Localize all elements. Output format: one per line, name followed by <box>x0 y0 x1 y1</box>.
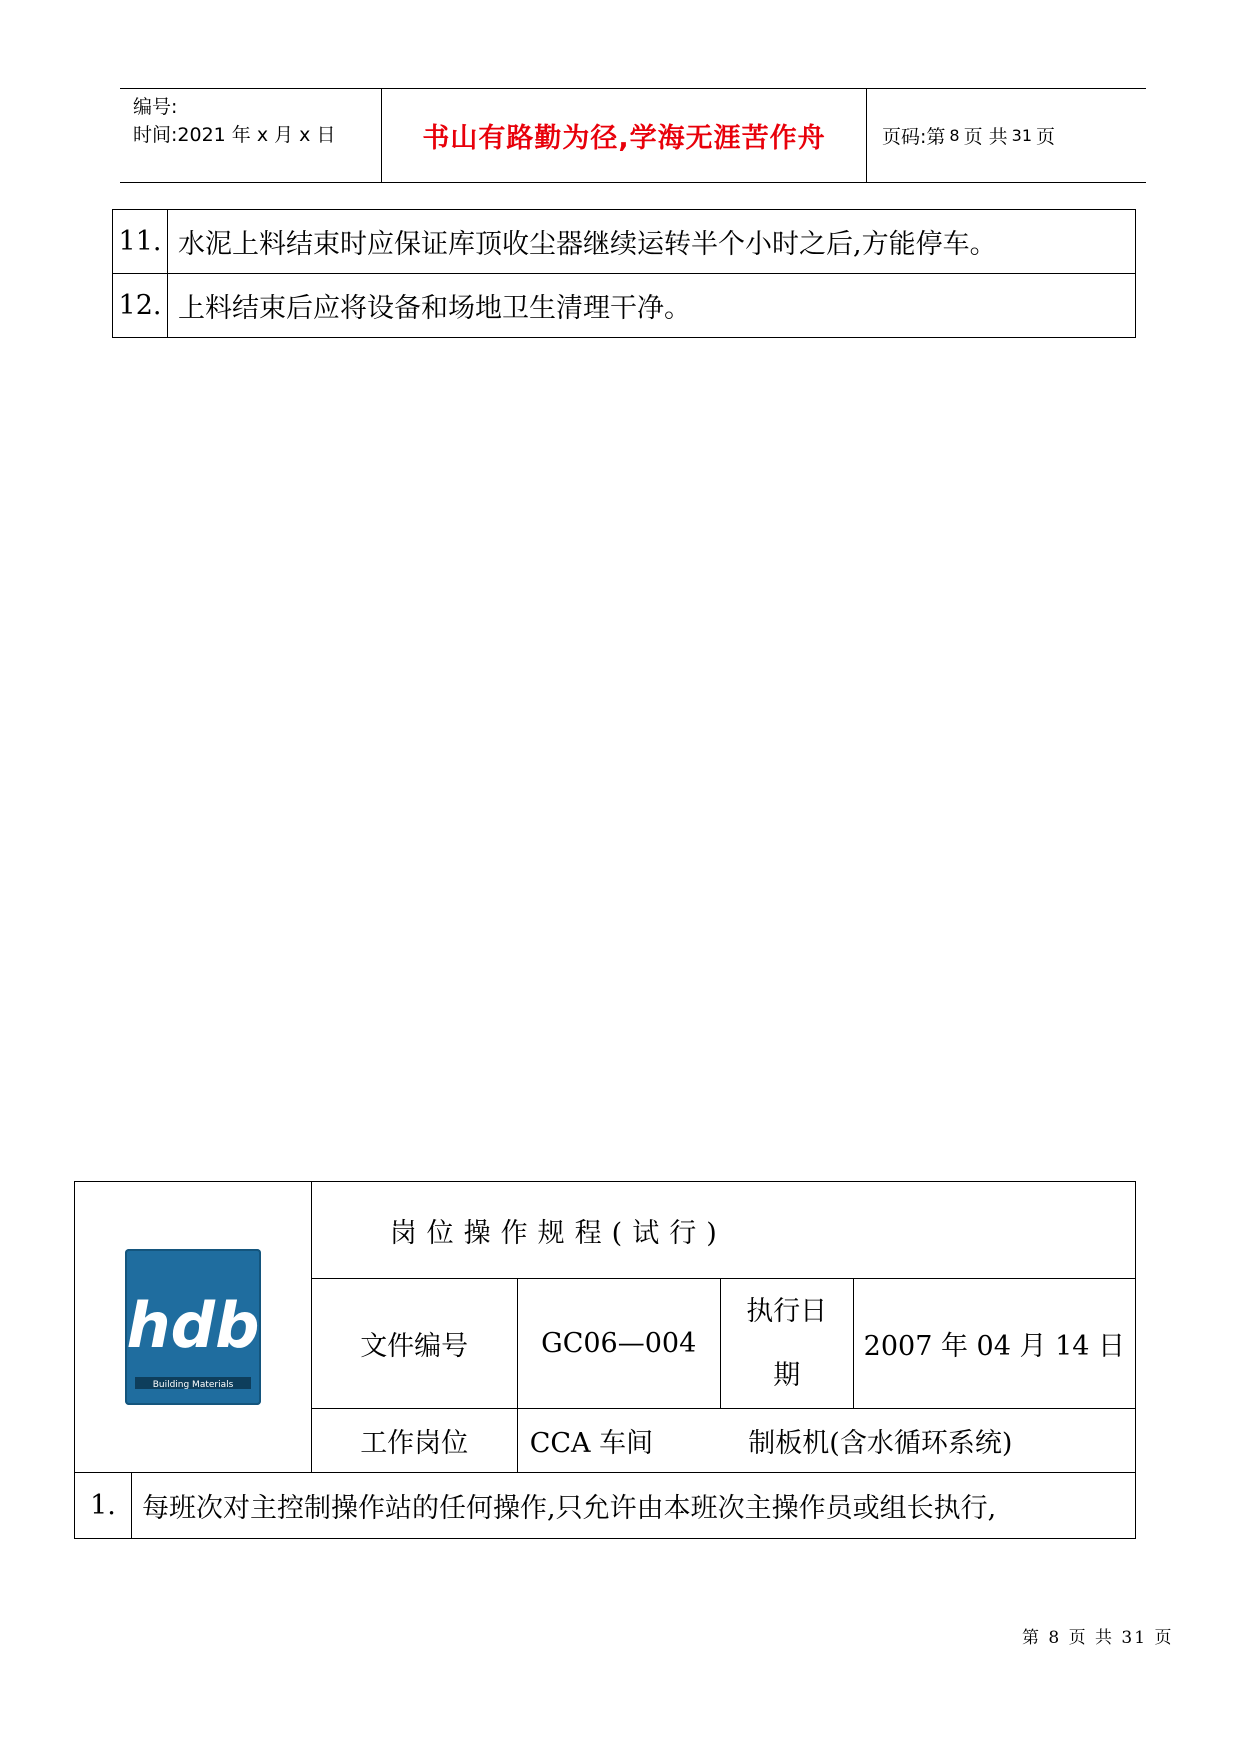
page-footer: 第 8 页 共 31 页 <box>1022 1628 1174 1648</box>
item-number: 11. <box>113 210 168 274</box>
page-header <box>120 88 1146 183</box>
table-row <box>113 210 1136 274</box>
procedure-header-table <box>74 1181 1136 1539</box>
number-label: 编号: <box>133 96 178 118</box>
logo-subtext: Building Materials <box>152 1380 234 1390</box>
item-text: 水泥上料结束时应保证库顶收尘器继续运转半个小时之后,方能停车。 <box>168 210 1136 274</box>
item-number: 12. <box>113 274 168 338</box>
logo-cell <box>75 1182 312 1473</box>
post-value <box>517 1409 1135 1473</box>
divider <box>866 89 867 182</box>
page-prefix: 页码:第 <box>882 126 946 148</box>
post-machine: 制板机(含水循环系统) <box>748 1428 1013 1459</box>
doc-number-value: GC06—004 <box>517 1279 720 1409</box>
logo-mark: hdb <box>126 1289 260 1362</box>
exec-date-label-line2: 期 <box>773 1359 801 1391</box>
table-row <box>113 274 1136 338</box>
time-label: 时间:2021 年 x 月 x 日 <box>133 124 336 146</box>
page-indicator <box>882 89 1055 182</box>
exec-date-label-line1: 执行日 <box>746 1295 828 1327</box>
exec-date-label <box>720 1279 853 1409</box>
doc-number-label: 文件编号 <box>311 1279 517 1409</box>
procedure-title: 岗位操作规程(试行) <box>311 1182 1135 1279</box>
page-current: 8 <box>949 126 960 145</box>
item-text: 上料结束后应将设备和场地卫生清理干净。 <box>168 274 1136 338</box>
post-label: 工作岗位 <box>311 1409 517 1473</box>
item-number: 1. <box>75 1473 132 1539</box>
exec-date-value: 2007 年 04 月 14 日 <box>853 1279 1135 1409</box>
post-workshop: CCA 车间 <box>529 1428 654 1459</box>
page-suffix: 页 <box>1036 126 1056 148</box>
page-total: 31 <box>1011 126 1032 145</box>
header-meta <box>133 93 335 149</box>
company-logo <box>125 1249 261 1405</box>
page-mid: 页 共 <box>963 126 1008 148</box>
procedure-table-continued <box>112 209 1136 338</box>
motto: 书山有路勤为径,学海无涯苦作舟 <box>422 123 826 154</box>
item-text: 每班次对主控制操作站的任何操作,只允许由本班次主操作员或组长执行, <box>132 1473 1136 1539</box>
